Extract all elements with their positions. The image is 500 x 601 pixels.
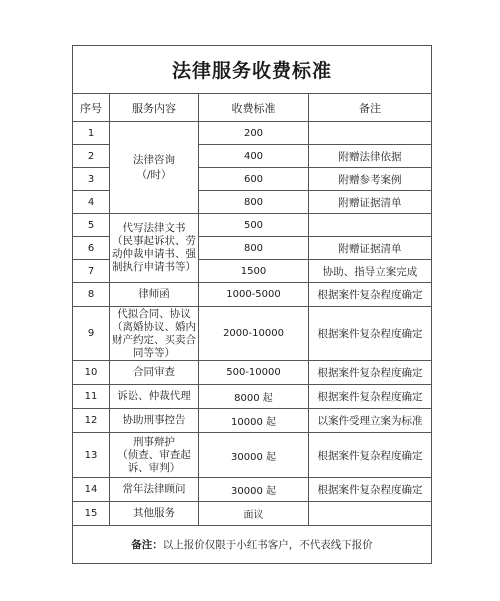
header-row [73,94,432,122]
header-no: 序号 [73,94,110,122]
row-note: 根据案件复杂程度确定 [309,283,432,307]
row-note: 根据案件复杂程度确定 [309,361,432,385]
table-row [73,361,432,385]
row-note: 附赠参考案例 [309,168,432,191]
row-service: 协助刑事控告 [110,409,199,433]
footer-label: 备注： [131,539,163,551]
table-row [73,283,432,307]
fee-table [72,45,432,564]
row-no: 3 [73,168,110,191]
row-no: 14 [73,478,110,502]
service-docs-label: 代写法律文书 （民事起诉状、劳动仲裁申请书、强制执行申请书等） [112,222,196,273]
row-no: 11 [73,385,110,409]
row-fee: 面议 [199,502,309,526]
header-service: 服务内容 [110,94,199,122]
row-note [309,214,432,237]
row-fee: 10000 起 [199,409,309,433]
row-note: 附赠证据清单 [309,237,432,260]
service-docs [110,214,199,283]
row-no: 12 [73,409,110,433]
row-fee: 800 [199,191,309,214]
row-no: 1 [73,122,110,145]
row-no: 7 [73,260,110,283]
row-service: 诉讼、仲裁代理 [110,385,199,409]
row-no: 15 [73,502,110,526]
footer-text: 以上报价仅限于小红书客户，不代表线下报价 [162,539,373,551]
row-fee: 8000 起 [199,385,309,409]
row-note: 以案件受理立案为标准 [309,409,432,433]
row-service: 合同审查 [110,361,199,385]
row-note: 根据案件复杂程度确定 [309,385,432,409]
header-fee: 收费标准 [199,94,309,122]
table-row [73,502,432,526]
row-no: 2 [73,145,110,168]
row-fee: 600 [199,168,309,191]
table-row [73,307,432,361]
row-fee: 1000-5000 [199,283,309,307]
page-title: 法律服务收费标准 [73,46,432,94]
row-fee: 800 [199,237,309,260]
row-fee: 500 [199,214,309,237]
row-no: 4 [73,191,110,214]
row-fee: 30000 起 [199,478,309,502]
row-fee: 400 [199,145,309,168]
row-fee: 30000 起 [199,433,309,478]
footer-note [73,526,432,564]
table-row [73,409,432,433]
row-fee: 1500 [199,260,309,283]
row-service: 其他服务 [110,502,199,526]
table-row [73,478,432,502]
row-no: 5 [73,214,110,237]
table-row [73,122,432,145]
footer-row [73,526,432,564]
row-no: 9 [73,307,110,361]
row-fee: 500-10000 [199,361,309,385]
row-no: 6 [73,237,110,260]
row-note: 附赠法律依据 [309,145,432,168]
service-consult-label: 法律咨询 （/时） [133,153,175,181]
row-note [309,502,432,526]
row-service [110,307,199,361]
row-note: 根据案件复杂程度确定 [309,307,432,361]
row-service-label: 刑事辩护 （侦查、审查起诉、审判） [117,435,191,474]
row-note: 协助、指导立案完成 [309,260,432,283]
header-note: 备注 [309,94,432,122]
row-note [309,122,432,145]
row-no: 13 [73,433,110,478]
service-consult [110,122,199,214]
row-note: 根据案件复杂程度确定 [309,478,432,502]
row-no: 8 [73,283,110,307]
row-service: 律师函 [110,283,199,307]
table-row [73,214,432,237]
table-row [73,385,432,409]
row-note: 附赠证据清单 [309,191,432,214]
row-service: 常年法律顾问 [110,478,199,502]
row-service [110,433,199,478]
row-fee: 200 [199,122,309,145]
table-row [73,433,432,478]
fee-schedule-sheet [72,45,431,564]
row-service-label: 代拟合同、协议 （离婚协议、婚内财产约定、买卖合同等等） [112,307,196,359]
row-fee: 2000-10000 [199,307,309,361]
row-no: 10 [73,361,110,385]
row-note: 根据案件复杂程度确定 [309,433,432,478]
